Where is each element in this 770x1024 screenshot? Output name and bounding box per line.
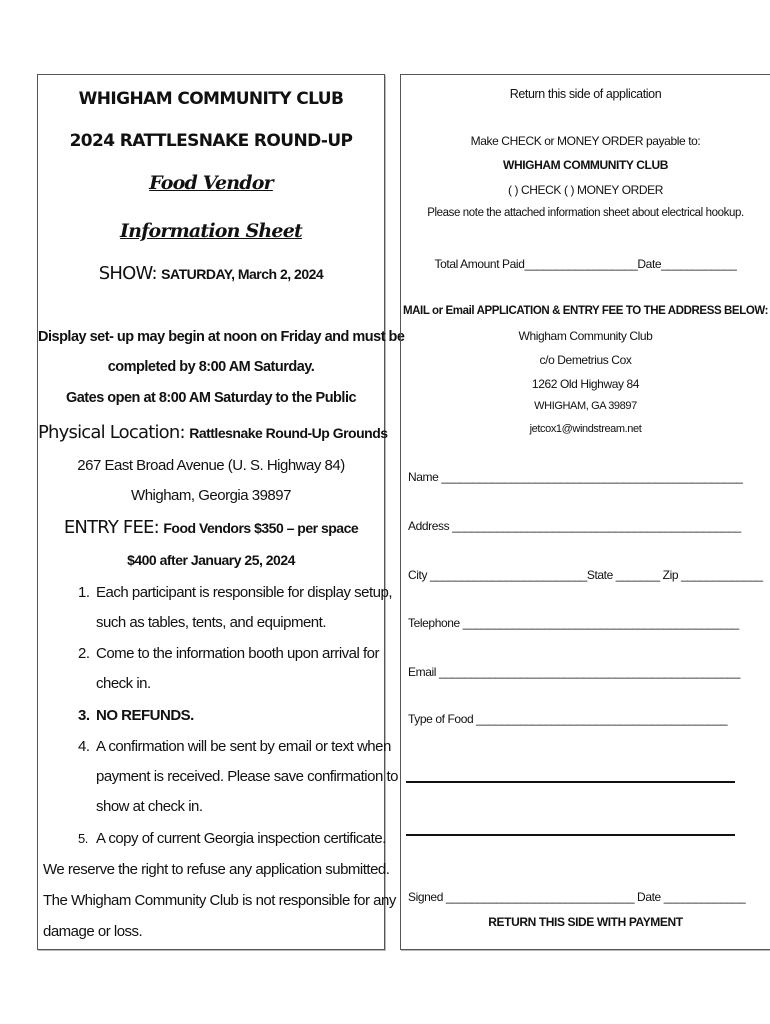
return-with-payment: RETURN THIS SIDE WITH PAYMENT <box>488 915 683 929</box>
telephone-field[interactable]: Telephone ____________________________________________ <box>408 616 739 630</box>
food-vendor-heading: Food Vendor <box>149 172 273 194</box>
address-line-2: Whigham, Georgia 39897 <box>131 487 291 504</box>
payee-name: WHIGHAM COMMUNITY CLUB <box>503 158 668 172</box>
fee-label: ENTRY FEE: <box>63 517 159 538</box>
location-label: Physical Location: <box>38 422 185 443</box>
mail-heading: MAIL or Email APPLICATION & ENTRY FEE TO THE ADDRESS BELOW: <box>402 305 769 317</box>
gates-open: Gates open at 8:00 AM Saturday to the Public <box>65 390 357 406</box>
location-value: Rattlesnake Round-Up Grounds <box>189 425 388 441</box>
event-title: 2024 RATTLESNAKE ROUND-UP <box>69 131 353 151</box>
mail-line-2: c/o Demetrius Cox <box>539 353 632 367</box>
rule-item-2: 2. Come to the information booth upon arrival for check in. <box>78 645 379 692</box>
signature-date-field[interactable]: Signed ______________________________ Date _____________ <box>408 890 746 904</box>
mail-line-1: Whigham Community Club <box>518 329 653 343</box>
address-line-1: 267 East Broad Avenue (U. S. Highway 84) <box>77 457 345 474</box>
footer-line-2: The Whigham Community Club is not responsible for any <box>43 892 396 909</box>
application-form-panel <box>400 74 770 950</box>
food-type-line-2[interactable] <box>406 834 735 836</box>
physical-location <box>38 422 388 443</box>
rule-item-1: 1. Each participant is responsible for display setup, such as tables, tents, and equipment. <box>78 584 393 631</box>
city-state-zip-field[interactable]: City _________________________State _______ Zip _____________ <box>408 568 763 582</box>
club-title: WHIGHAM COMMUNITY CLUB <box>78 89 344 109</box>
food-type-field[interactable]: Type of Food ________________________________________ <box>408 712 728 726</box>
rule-item-5: 5. A copy of current Georgia inspection certificate. <box>78 830 386 847</box>
name-field[interactable]: Name ________________________________________________ <box>408 470 743 484</box>
show-label: SHOW: <box>98 263 157 284</box>
mail-line-4: WHIGHAM, GA 39897 <box>534 400 637 412</box>
show-date <box>38 263 384 284</box>
information-sheet-panel <box>37 74 405 950</box>
rule-item-4: 4. A confirmation will be sent by email or text when payment is received. Please save confirmation to show at check in. <box>78 738 398 815</box>
fee-value: Food Vendors $350 – per space <box>163 520 359 536</box>
payment-options[interactable]: ( ) CHECK ( ) MONEY ORDER <box>507 183 664 197</box>
return-note: Return this side of application <box>509 87 662 101</box>
electrical-note: Please note the attached information sheet about electrical hookup. <box>427 207 744 219</box>
total-amount-paid[interactable]: Total Amount Paid__________________Date____________ <box>434 257 737 271</box>
payable-to: Make CHECK or MONEY ORDER payable to: <box>470 134 701 148</box>
fee-late: $400 after January 25, 2024 <box>127 552 295 568</box>
footer-line-3: damage or loss. <box>43 923 143 940</box>
show-value: SATURDAY, March 2, 2024 <box>161 266 324 282</box>
email-field[interactable]: Email ________________________________________________ <box>408 665 741 679</box>
mail-email: jetcox1@windstream.net <box>529 423 642 435</box>
address-field[interactable]: Address ______________________________________________ <box>408 519 741 533</box>
footer-line-1: We reserve the right to refuse any application submitted. <box>43 861 390 878</box>
entry-fee <box>38 517 384 538</box>
rule-item-3: 3. NO REFUNDS. <box>78 707 194 724</box>
information-sheet-heading: Information Sheet <box>120 220 302 242</box>
food-type-line-1[interactable] <box>406 781 735 783</box>
setup-line-2: completed by 8:00 AM Saturday. <box>107 359 315 375</box>
setup-line-1: Display set- up may begin at noon on Friday and must be <box>38 329 405 345</box>
mail-line-3: 1262 Old Highway 84 <box>531 377 640 391</box>
